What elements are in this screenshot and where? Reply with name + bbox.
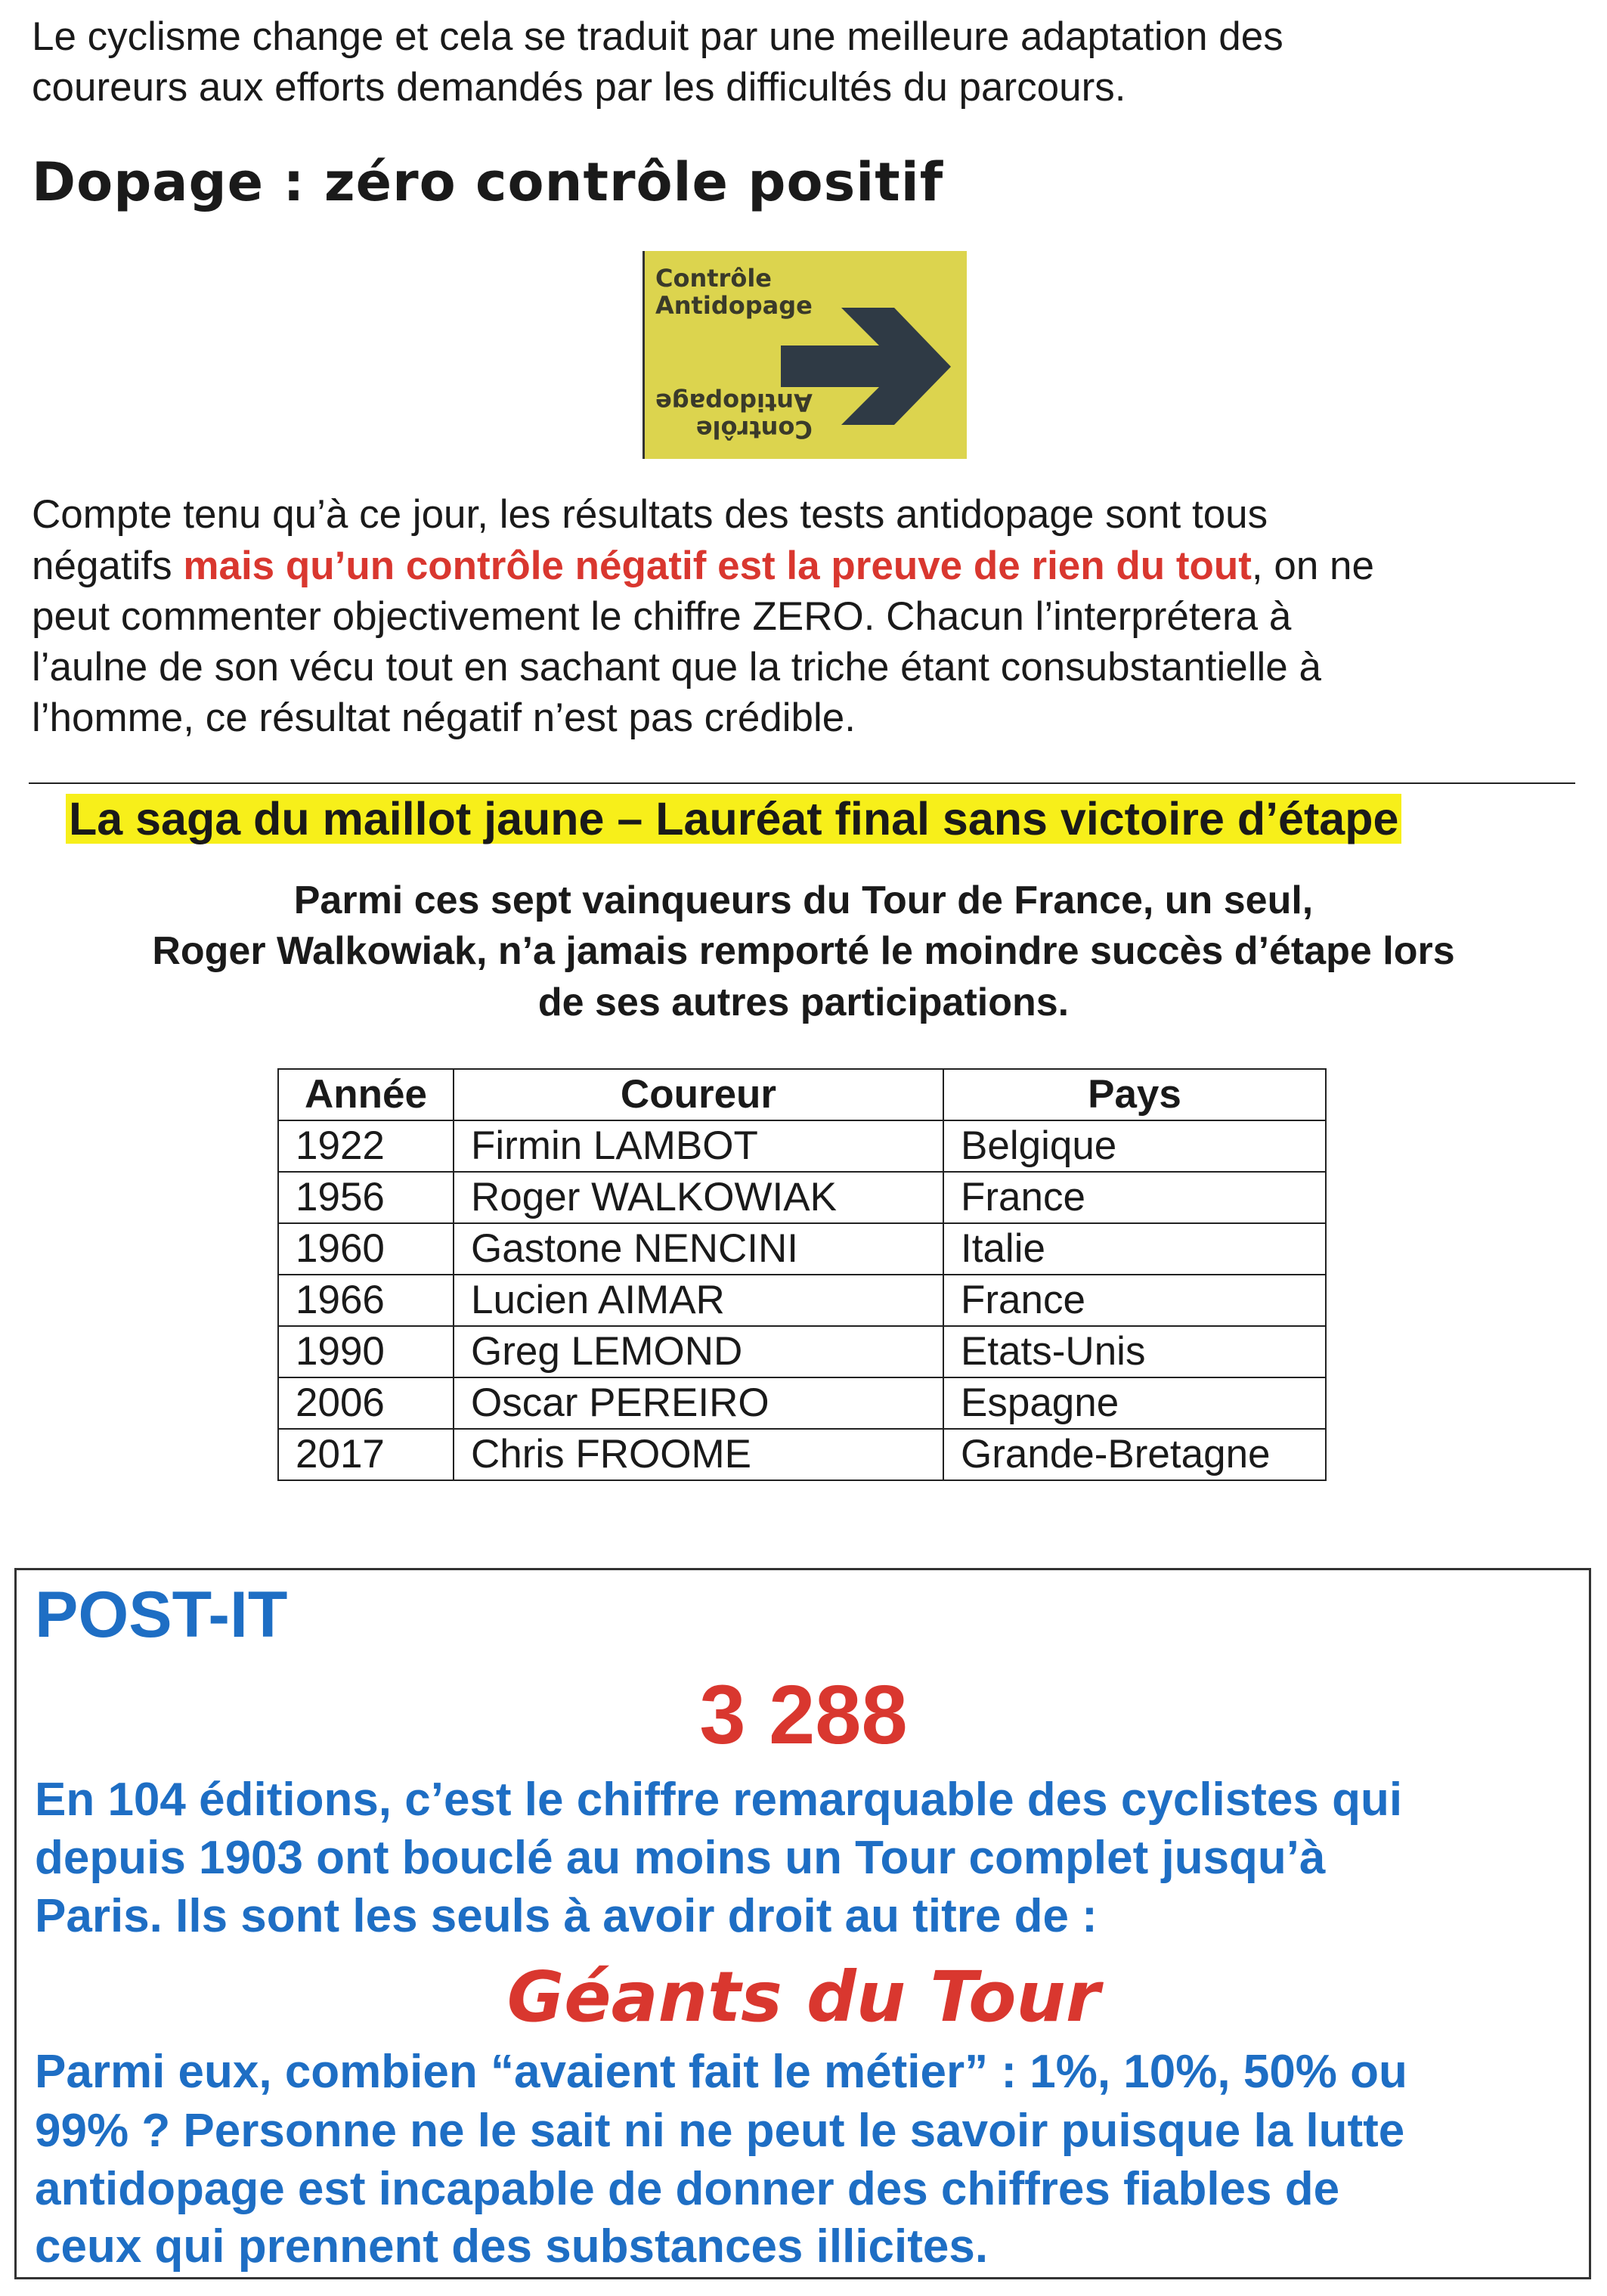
saga-intro-line: Parmi ces sept vainqueurs du Tour de France, un seul,: [293, 878, 1314, 922]
post-it-text-line: 99% ? Personne ne le sait ni ne peut le savoir puisque la lutte: [35, 2105, 1405, 2157]
saga-heading: La saga du maillot jaune – Lauréat final sans victoire d’étape: [66, 794, 1401, 844]
country-cell: France: [943, 1275, 1326, 1326]
table-row: [278, 1223, 1326, 1275]
post-it-text-line: ceux qui prennent des substances illicites.: [35, 2220, 989, 2273]
dopage-paragraph-line: peut commenter objectivement le chiffre ZERO. Chacun l’interprétera à: [32, 594, 1292, 639]
year-cell: 1990: [278, 1326, 454, 1377]
rider-cell: Lucien AIMAR: [454, 1275, 943, 1326]
column-header: Pays: [943, 1069, 1326, 1120]
column-header: Coureur: [454, 1069, 943, 1120]
dopage-paragraph-line: l’aulne de son vécu tout en sachant que la triche étant consubstantielle à: [32, 645, 1321, 689]
table-row: [278, 1326, 1326, 1377]
country-cell: France: [943, 1172, 1326, 1223]
country-cell: Espagne: [943, 1377, 1326, 1429]
year-cell: 1966: [278, 1275, 454, 1326]
dopage-paragraph-line: l’homme, ce résultat négatif n’est pas crédible.: [32, 696, 856, 740]
country-cell: Etats-Unis: [943, 1326, 1326, 1377]
antidopage-sign-image: [642, 251, 967, 459]
sign-text: Contrôle Antidopage: [655, 264, 813, 320]
dopage-paragraph-line: Compte tenu qu’à ce jour, les résultats des tests antidopage sont tous: [32, 492, 1268, 537]
sign-text-inverted: Contrôle Antidopage: [655, 388, 813, 444]
country-cell: Belgique: [943, 1120, 1326, 1172]
intro-line: coureurs aux efforts demandés par les difficultés du parcours.: [32, 65, 1126, 110]
year-cell: 2006: [278, 1377, 454, 1429]
column-header: Année: [278, 1069, 454, 1120]
post-it-title: POST-IT: [35, 1579, 288, 1651]
rider-cell: Chris FROOME: [454, 1429, 943, 1480]
country-cell: Grande-Bretagne: [943, 1429, 1326, 1480]
year-cell: 1922: [278, 1120, 454, 1172]
post-it-text-line: En 104 éditions, c’est le chiffre remarquable des cyclistes qui: [35, 1774, 1403, 1826]
post-it-text-line: Paris. Ils sont les seuls à avoir droit au titre de :: [35, 1890, 1098, 1942]
intro-line: Le cyclisme change et cela se traduit par une meilleure adaptation des: [32, 14, 1283, 59]
table-row: [278, 1275, 1326, 1326]
arrow-right-icon: [781, 300, 955, 429]
year-cell: 2017: [278, 1429, 454, 1480]
table-header-row: [278, 1069, 1326, 1120]
geants-title: Géants du Tour: [506, 1957, 1101, 2037]
winners-table: [277, 1068, 1327, 1481]
table-row: [278, 1429, 1326, 1480]
country-cell: Italie: [943, 1223, 1326, 1275]
table-row: [278, 1120, 1326, 1172]
big-number: 3 288: [699, 1669, 908, 1762]
rider-cell: Greg LEMOND: [454, 1326, 943, 1377]
highlighted-statement: mais qu’un contrôle négatif est la preuve de rien du tout: [183, 544, 1252, 588]
dopage-paragraph-line: négatifs mais qu’un contrôle négatif est la preuve de rien du tout, on ne: [32, 544, 1374, 588]
divider: [29, 782, 1575, 784]
year-cell: 1960: [278, 1223, 454, 1275]
post-it-text-line: Parmi eux, combien “avaient fait le métier” : 1%, 10%, 50% ou: [35, 2046, 1407, 2098]
year-cell: 1956: [278, 1172, 454, 1223]
dopage-heading: Dopage : zéro contrôle positif: [32, 151, 944, 213]
post-it-text-line: antidopage est incapable de donner des chiffres fiables de: [35, 2163, 1340, 2215]
rider-cell: Firmin LAMBOT: [454, 1120, 943, 1172]
saga-intro-line: de ses autres participations.: [537, 981, 1070, 1024]
rider-cell: Roger WALKOWIAK: [454, 1172, 943, 1223]
saga-intro-line: Roger Walkowiak, n’a jamais remporté le moindre succès d’étape lors: [152, 929, 1455, 973]
post-it-text-line: depuis 1903 ont bouclé au moins un Tour complet jusqu’à: [35, 1832, 1326, 1884]
table-row: [278, 1172, 1326, 1223]
rider-cell: Oscar PEREIRO: [454, 1377, 943, 1429]
rider-cell: Gastone NENCINI: [454, 1223, 943, 1275]
table-row: [278, 1377, 1326, 1429]
